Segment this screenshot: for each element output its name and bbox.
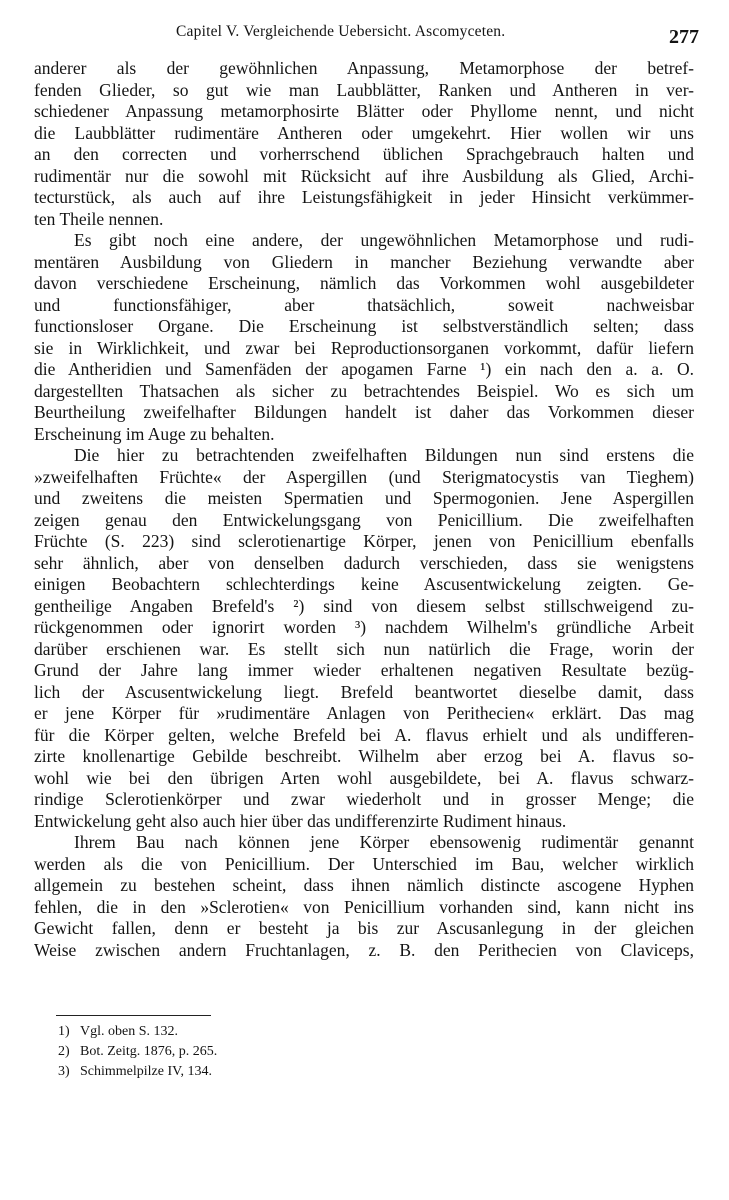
text-line: wohl wie bei den übrigen Arten wohl ausgebildete, bei A. flavus schwarz- [34, 767, 694, 788]
text-line: Weise zwischen andern Fruchtanlagen, z. B. den Perithecien von Claviceps, [34, 939, 694, 960]
footnotes [58, 1022, 217, 1082]
text-line: darüber erschienen war. Es stellt sich nun natürlich die Frage, worin der [34, 638, 694, 659]
footnote-divider [56, 1015, 211, 1016]
body-text [34, 58, 694, 961]
footnote [58, 1062, 217, 1082]
text-line: Erscheinung im Auge zu behalten. [34, 423, 275, 444]
text-line: Früchte (S. 223) sind sclerotienartige Körper, jenen von Penicillium ebenfalls [34, 531, 694, 551]
text-line: zirte knollenartige Gebilde beschreibt. Wilhelm aber erzog bei A. flavus so- [34, 746, 694, 766]
text-line: zeigen genau den Entwickelungsgang von Penicillium. Die zweifelhaften [34, 509, 694, 530]
page-header [34, 14, 699, 48]
text-line: Gewicht fallen, denn er besteht ja bis zur Ascusanlegung in der gleichen [34, 918, 694, 938]
text-line: schiedener Anpassung metamorphosirte Blätter oder Phyllome nennt, und nicht [34, 101, 694, 121]
text-line: dargestellten Thatsachen als sicher zu betrachtendes Beispiel. Wo es sich um [34, 380, 694, 401]
text-line: davon verschiedene Erscheinung, nämlich das Vorkommen wohl ausgebildeter [34, 273, 694, 293]
text-line: und zweitens die meisten Spermatien und Spermogonien. Jene Aspergillen [34, 488, 694, 508]
text-line: »zweifelhaften Früchte« der Aspergillen (und Sterigmatocystis van Tieghem) [34, 466, 694, 487]
text-line: lich der Ascusentwickelung liegt. Brefeld beantwortet dieselbe damit, dass [34, 681, 694, 702]
text-line: gentheilige Angaben Brefeld's ²) sind von diesem selbst stillschweigend zu- [34, 595, 694, 616]
footnote [58, 1022, 217, 1042]
text-line: rudimentär nur die sowohl mit Rücksicht auf ihre Ausbildung als Glied, Archi- [34, 165, 694, 186]
footnote-number: 3) [58, 1064, 70, 1079]
text-line: und functionsfähiger, aber thatsächlich, soweit nachweisbar [34, 294, 694, 315]
text-line: Entwickelung geht also auch hier über das undifferenzirte Rudiment hinaus. [34, 810, 567, 831]
footnote-number: 1) [58, 1024, 70, 1039]
text-line: werden als die von Penicillium. Der Unterschied im Bau, welcher wirklich [34, 853, 694, 874]
text-line: Grund der Jahre lang immer wieder erhaltenen negativen Resultate bezüg- [34, 660, 694, 680]
text-line: Ihrem Bau nach können jene Körper ebensowenig rudimentär genannt [74, 832, 694, 852]
text-line: rückgenommen oder ignorirt worden ³) nachdem Wilhelm's gründliche Arbeit [34, 617, 694, 637]
text-line: sehr ähnlich, aber von denselben dadurch verschieden, dass sie wenigstens [34, 552, 694, 573]
text-line: mentären Ausbildung von Gliedern in mancher Beziehung verwandte aber [34, 251, 694, 272]
text-line: fehlen, die in den »Sclerotien« von Penicillium vorhanden sind, kann nicht ins [34, 896, 694, 917]
footnote-text: Bot. Zeitg. 1876, p. 265. [80, 1044, 218, 1059]
footnote-number: 2) [58, 1044, 70, 1059]
text-line: er jene Körper für »rudimentäre Anlagen von Perithecien« erklärt. Das mag [34, 703, 694, 723]
text-line: an den correcten und vorherrschend üblichen Sprachgebrauch halten und [34, 144, 694, 164]
text-line: fenden Glieder, so gut wie man Laubblätter, Ranken und Antheren in ver- [34, 79, 694, 100]
text-line: die Laubblätter rudimentäre Antheren oder umgekehrt. Hier wollen wir uns [34, 122, 694, 143]
running-head: Capitel V. Vergleichende Uebersicht. Ascomyceten. [176, 23, 506, 40]
text-line: Beurtheilung zweifelhafter Bildungen handelt ist daher das Vorkommen dieser [34, 402, 694, 422]
text-line: anderer als der gewöhnlichen Anpassung, Metamorphose der betref- [34, 58, 694, 78]
text-line: tecturstück, als auch auf ihre Leistungsfähigkeit in jeder Hinsicht verkümmer- [34, 187, 694, 207]
text-line: functionsloser Organe. Die Erscheinung ist selbstverständlich selten; dass [34, 316, 694, 336]
page-number: 277 [669, 26, 699, 48]
footnote [58, 1042, 217, 1062]
text-line: sie in Wirklichkeit, und zwar bei Reproductionsorganen vorkommt, dafür liefern [34, 337, 694, 358]
text-line: Die hier zu betrachtenden zweifelhaften Bildungen nun sind erstens die [74, 445, 694, 465]
text-line: rindige Sclerotienkörper und zwar wiederholt und in grosser Menge; die [34, 789, 694, 809]
text-line: allgemein zu bestehen scheint, dass ihnen nämlich distincte ascogene Hyphen [34, 875, 694, 895]
footnote-text: Schimmelpilze IV, 134. [80, 1064, 212, 1079]
text-line: die Antheridien und Samenfäden der apogamen Farne ¹) ein nach den a. a. O. [34, 359, 694, 379]
text-line: ten Theile nennen. [34, 208, 164, 229]
text-line: für die Körper gelten, welche Brefeld bei A. flavus erhielt und als undifferen- [34, 724, 694, 745]
text-line: Es gibt noch eine andere, der ungewöhnlichen Metamorphose und rudi- [74, 230, 694, 250]
footnote-text: Vgl. oben S. 132. [80, 1024, 178, 1039]
text-line: einigen Beobachtern schlechterdings keine Ascusentwickelung zeigten. Ge- [34, 574, 694, 594]
